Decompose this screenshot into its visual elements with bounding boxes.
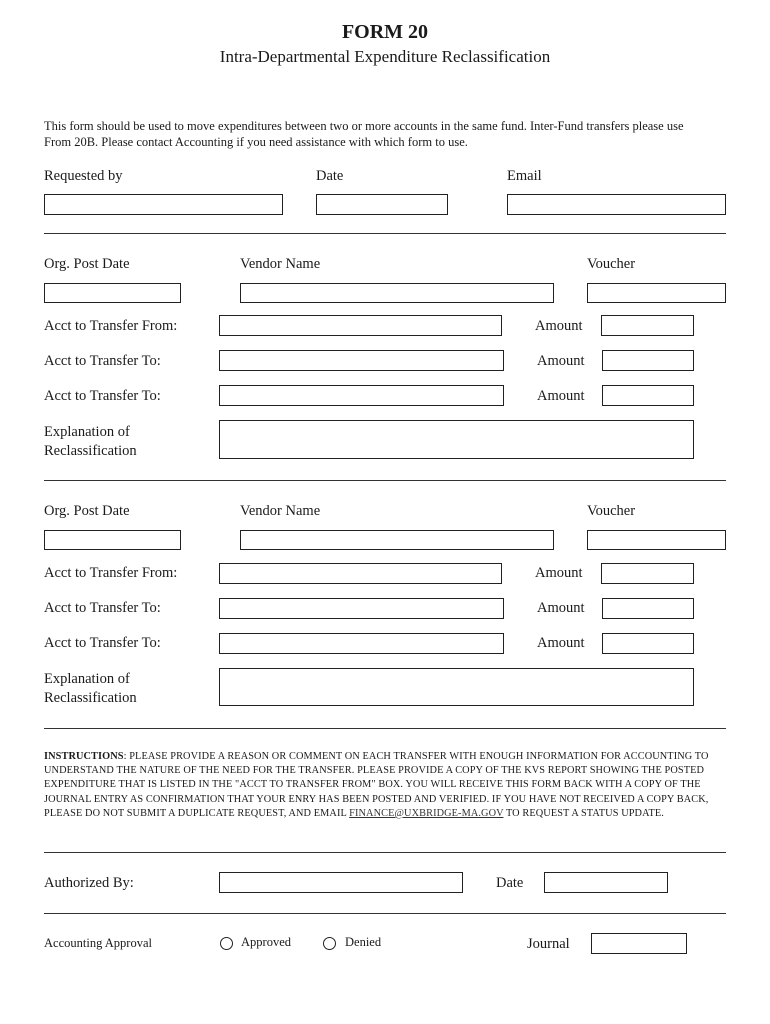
acct-from-label: Acct to Transfer From:: [44, 565, 178, 581]
instructions-text: [44, 750, 734, 821]
denied-label: Denied: [345, 935, 382, 949]
amount-field[interactable]: [602, 350, 694, 371]
amount-label: Amount: [537, 353, 585, 369]
amount-field[interactable]: [601, 563, 694, 584]
amount-label: Amount: [537, 600, 585, 616]
explanation-field[interactable]: [219, 668, 694, 706]
voucher-field[interactable]: [587, 530, 726, 550]
org-post-date-field[interactable]: [44, 283, 181, 303]
instructions-body-end: TO REQUEST A STATUS UPDATE.: [503, 807, 664, 819]
org-post-date-label: Org. Post Date: [44, 503, 130, 519]
acct-to-label: Acct to Transfer To:: [44, 635, 161, 651]
date-label: Date: [316, 168, 344, 184]
intro-line-1: This form should be used to move expenditures between two or more accounts in the same fund. Inter-Fund transfers please use: [44, 119, 684, 133]
instructions-heading: INSTRUCTIONS: [44, 751, 124, 762]
amount-label: Amount: [535, 565, 583, 581]
requested-by-field[interactable]: [44, 194, 283, 215]
acct-to-field[interactable]: [219, 350, 504, 371]
intro-line-2: From 20B. Please contact Accounting if you need assistance with which form to use.: [44, 135, 468, 149]
vendor-name-field[interactable]: [240, 283, 554, 303]
amount-field[interactable]: [602, 385, 694, 406]
authorized-date-field[interactable]: [544, 872, 668, 893]
authorized-date-label: Date: [496, 875, 524, 891]
amount-label: Amount: [537, 388, 585, 404]
org-post-date-label: Org. Post Date: [44, 256, 130, 272]
authorized-by-label: Authorized By:: [44, 875, 134, 891]
acct-from-field[interactable]: [219, 315, 502, 336]
explanation-label: [44, 670, 137, 708]
divider: [44, 852, 726, 853]
explanation-field[interactable]: [219, 420, 694, 459]
accounting-approval-label: Accounting Approval: [44, 936, 152, 950]
acct-from-label: Acct to Transfer From:: [44, 318, 178, 334]
acct-to-field[interactable]: [219, 385, 504, 406]
email-field[interactable]: [507, 194, 726, 215]
acct-to-field[interactable]: [219, 633, 504, 654]
explanation-label-line-1: Explanation of: [44, 671, 130, 687]
date-field[interactable]: [316, 194, 448, 215]
divider: [44, 480, 726, 481]
intro-text: [44, 118, 734, 150]
approved-label: Approved: [241, 935, 291, 949]
requested-by-label: Requested by: [44, 168, 123, 184]
form-subtitle: Intra-Departmental Expenditure Reclassification: [219, 47, 551, 66]
voucher-field[interactable]: [587, 283, 726, 303]
voucher-label: Voucher: [587, 503, 636, 519]
divider: [44, 233, 726, 234]
amount-label: Amount: [537, 635, 585, 651]
acct-to-field[interactable]: [219, 598, 504, 619]
divider: [44, 913, 726, 914]
explanation-label-line-1: Explanation of: [44, 424, 130, 440]
explanation-label: [44, 423, 137, 461]
amount-field[interactable]: [601, 315, 694, 336]
vendor-name-field[interactable]: [240, 530, 554, 550]
denied-radio[interactable]: [323, 937, 336, 950]
form-title: FORM 20: [341, 21, 429, 43]
authorized-by-field[interactable]: [219, 872, 463, 893]
voucher-label: Voucher: [587, 256, 636, 272]
email-label: Email: [507, 168, 542, 184]
vendor-name-label: Vendor Name: [240, 256, 321, 272]
finance-email-link[interactable]: FINANCE@UXBRIDGE-MA.GOV: [349, 807, 504, 819]
acct-to-label: Acct to Transfer To:: [44, 388, 161, 404]
vendor-name-label: Vendor Name: [240, 503, 321, 519]
explanation-label-line-2: Reclassification: [44, 690, 137, 706]
approved-radio[interactable]: [220, 937, 233, 950]
divider: [44, 728, 726, 729]
journal-field[interactable]: [591, 933, 687, 954]
acct-to-label: Acct to Transfer To:: [44, 353, 161, 369]
org-post-date-field[interactable]: [44, 530, 181, 550]
amount-field[interactable]: [602, 598, 694, 619]
explanation-label-line-2: Reclassification: [44, 443, 137, 459]
amount-field[interactable]: [602, 633, 694, 654]
acct-from-field[interactable]: [219, 563, 502, 584]
instructions-body: : PLEASE PROVIDE A REASON OR COMMENT ON EACH TRANSFER WITH ENOUGH INFORMATION FOR ACCOUNTING TO UNDERSTAND THE NATURE OF THE NEED FOR THE TRANSFER. PLEASE PROVIDE A COPY OF THE KVS REPORT SHOWING THE POSTED EXPENDITURE THAT IS LISTED IN THE "ACCT TO TRANSFER FROM" BOX. YOU WILL RECEIVE THIS FORM BACK WITH A COPY OF THE JOURNAL ENTRY AS CONFIRMATION THAT YOUR ENRY HAS BEEN POSTED AND VERIFIED. IF YOU HAVE NOT RECEIVED A COPY BACK, PLEASE DO NOT SUBMIT A DUPLICATE REQUEST, AND EMAIL: [44, 751, 709, 819]
journal-label: Journal: [527, 936, 570, 952]
amount-label: Amount: [535, 318, 583, 334]
acct-to-label: Acct to Transfer To:: [44, 600, 161, 616]
